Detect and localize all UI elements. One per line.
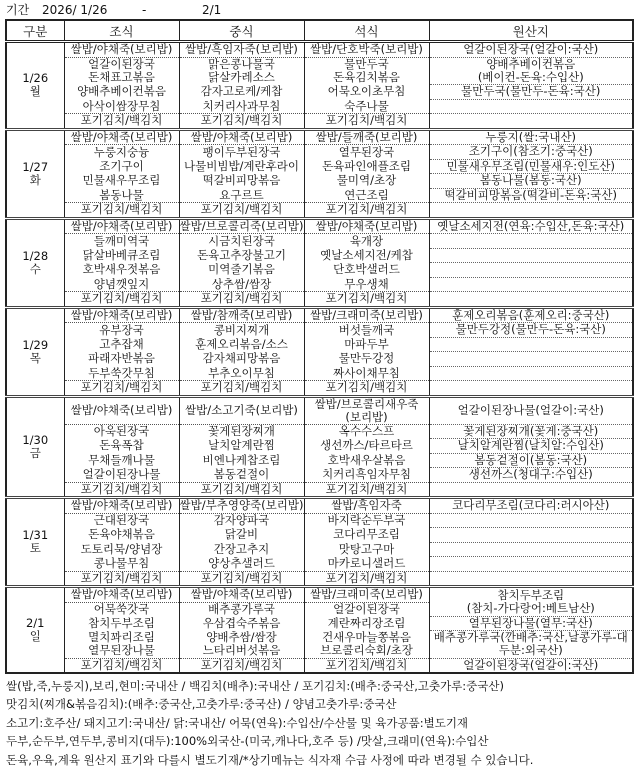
menu-row bbox=[6, 277, 633, 292]
day-weekday: 화 bbox=[29, 172, 41, 187]
dinner-item: 옛날소세지전/케찹 bbox=[304, 248, 429, 263]
lunch-item: 닭갈비 bbox=[179, 528, 304, 543]
day-weekday: 금 bbox=[29, 445, 41, 460]
origin-item bbox=[429, 381, 633, 397]
dinner-item: 쌀밥/크래미죽(보리밥) bbox=[304, 587, 429, 603]
dinner-item: 열무된장국 bbox=[304, 145, 429, 160]
lunch-item: 포기김치/백김치 bbox=[179, 482, 304, 498]
dinner-item: 쌀밥/브로콜리새우죽(보리밥) bbox=[304, 396, 429, 424]
origin-item: 배추콩가루국(깐배추:국산,날콩가루-대 두분:외국산) bbox=[429, 631, 633, 659]
breakfast-item: 누룽지숭늉 bbox=[64, 145, 179, 160]
dinner-item: 포기김치/백김치 bbox=[304, 571, 429, 587]
menu-row bbox=[6, 85, 633, 100]
header-lunch: 중식 bbox=[179, 20, 304, 42]
dinner-item: 단호박샐러드 bbox=[304, 263, 429, 278]
dinner-item: 쌀밥/야채죽(보리밥) bbox=[304, 218, 429, 234]
origin-item: 양배추베이컨볶음 (베이컨-돈육:수입산) bbox=[429, 57, 633, 85]
origin-item bbox=[429, 571, 633, 587]
dinner-item: 건새우마늘쫑볶음 bbox=[304, 631, 429, 645]
header-category: 구분 bbox=[6, 20, 64, 42]
breakfast-item: 도토리묵/양념장 bbox=[64, 542, 179, 557]
day-date: 1/28 bbox=[22, 248, 49, 263]
menu-row bbox=[6, 203, 633, 219]
dinner-item: 물미역/초장 bbox=[304, 174, 429, 189]
lunch-item: 포기김치/백김치 bbox=[179, 292, 304, 308]
note-line: 두부,순두부,연두부,콩비지(대두):100%외국산-(미국,캐나다,호주 등) /맛살,크래미(연육):수입산 bbox=[6, 734, 489, 749]
dinner-item: 숙주나물 bbox=[304, 99, 429, 114]
lunch-item: 포기김치/백김치 bbox=[179, 381, 304, 397]
origin-item bbox=[429, 263, 633, 278]
menu-row bbox=[6, 396, 633, 424]
lunch-item: 감자채피망볶음 bbox=[179, 352, 304, 367]
lunch-item: 포기김치/백김치 bbox=[179, 114, 304, 130]
origin-item bbox=[429, 203, 633, 219]
lunch-item: 감자고로케/케찹 bbox=[179, 85, 304, 100]
menu-row bbox=[6, 571, 633, 587]
period-dash: - bbox=[142, 3, 147, 17]
day-date: 1/29 bbox=[22, 337, 49, 352]
origin-item: 열무된장나물(열무:국산) bbox=[429, 616, 633, 631]
day-label bbox=[6, 587, 64, 674]
dinner-item: 포기김치/백김치 bbox=[304, 203, 429, 219]
lunch-item: 봄동겉절이 bbox=[179, 468, 304, 483]
breakfast-item: 근대된장국 bbox=[64, 513, 179, 528]
origin-item bbox=[429, 337, 633, 352]
breakfast-item: 돈육야채볶음 bbox=[64, 528, 179, 543]
lunch-item: 느타리버섯볶음 bbox=[179, 644, 304, 658]
menu-row bbox=[6, 498, 633, 514]
note-line: 쌀(밥,죽,누룽지),보리,현미:국내산 / 백김치(배추):국내산 / 포기김치:(배추:중국산,고춧가루:중국산) bbox=[6, 679, 504, 693]
menu-row bbox=[6, 453, 633, 468]
dinner-item: 포기김치/백김치 bbox=[304, 292, 429, 308]
menu-row bbox=[6, 542, 633, 557]
dinner-item: 계란짜리장조림 bbox=[304, 616, 429, 631]
breakfast-item: 아욱된장국 bbox=[64, 424, 179, 439]
lunch-item: 쌀밥/야채죽(보리밥) bbox=[179, 587, 304, 603]
origin-item: 코다리무조림(코다리:러시아산) bbox=[429, 498, 633, 514]
lunch-item: 쌀밥/부추영양죽(보리밥) bbox=[179, 498, 304, 513]
lunch-item: 비엔나케찹조림 bbox=[179, 453, 304, 468]
origin-item: 물만두국(물만두-돈육:국산) bbox=[429, 85, 633, 100]
menu-row bbox=[6, 381, 633, 397]
day-label bbox=[6, 498, 64, 587]
dinner-item: 물만두국 bbox=[304, 57, 429, 71]
menu-row bbox=[6, 114, 633, 130]
menu-row bbox=[6, 42, 633, 58]
day-weekday: 월 bbox=[29, 84, 41, 99]
lunch-item: 상추쌈/쌈장 bbox=[179, 277, 304, 292]
dinner-item: 포기김치/백김치 bbox=[304, 658, 429, 673]
origin-item bbox=[429, 513, 633, 528]
breakfast-item: 포기김치/백김치 bbox=[64, 482, 179, 498]
lunch-item: 쌀밥/참깨죽(보리밥) bbox=[179, 307, 304, 323]
origin-item: 민물새우무조림(민물새우:인도산) bbox=[429, 159, 633, 174]
breakfast-item: 아삭이쌈장무침 bbox=[64, 99, 179, 114]
period-end: 2/1 bbox=[202, 3, 222, 17]
breakfast-item: 쌀밥/야채죽(보리밥) bbox=[64, 218, 179, 234]
day-label bbox=[6, 307, 64, 396]
menu-row bbox=[6, 188, 633, 203]
lunch-item: 맑은콩나물국 bbox=[179, 57, 304, 71]
menu-row bbox=[6, 145, 633, 160]
menu-row bbox=[6, 234, 633, 249]
lunch-item: 양상추샐러드 bbox=[179, 557, 304, 572]
origin-item: 봄동겉절이(봄동:국산) bbox=[429, 453, 633, 468]
dinner-item: 맛탕고구마 bbox=[304, 542, 429, 557]
breakfast-item: 고추잡채 bbox=[64, 337, 179, 352]
lunch-item: 쌀밥/소고기죽(보리밥) bbox=[179, 396, 304, 424]
origin-item: 얼갈이된장나물(얼갈이:국산) bbox=[429, 396, 633, 424]
day-weekday: 목 bbox=[29, 350, 41, 365]
day-date: 2/1 bbox=[25, 616, 45, 630]
breakfast-item: 포기김치/백김치 bbox=[64, 571, 179, 587]
origin-item bbox=[429, 234, 633, 249]
menu-row bbox=[6, 99, 633, 114]
dinner-item: 포기김치/백김치 bbox=[304, 114, 429, 130]
origin-item bbox=[429, 248, 633, 263]
day-label bbox=[6, 218, 64, 307]
menu-row bbox=[6, 528, 633, 543]
menu-row bbox=[6, 352, 633, 367]
breakfast-item: 양배추베이컨볶음 bbox=[64, 85, 179, 100]
origin-item: 얼갈이된장국(얼갈이:국산) bbox=[429, 658, 633, 673]
menu-row bbox=[6, 292, 633, 308]
lunch-item: 팽이두부된장국 bbox=[179, 145, 304, 160]
period bbox=[5, 2, 632, 19]
breakfast-item: 두부쑥갓무침 bbox=[64, 366, 179, 381]
lunch-item: 나물비빔밥/계란후라이 bbox=[179, 159, 304, 174]
origin-item: 생선까스(청대구:수입산) bbox=[429, 468, 633, 483]
origin-item: 날치알계란찜(날치알:수입산) bbox=[429, 439, 633, 454]
breakfast-item: 포기김치/백김치 bbox=[64, 658, 179, 673]
breakfast-item: 포기김치/백김치 bbox=[64, 203, 179, 219]
breakfast-item: 포기김치/백김치 bbox=[64, 292, 179, 308]
breakfast-item: 돈육폭찹 bbox=[64, 439, 179, 454]
dinner-item: 돈육김치볶음 bbox=[304, 71, 429, 85]
menu-row bbox=[6, 263, 633, 278]
dinner-item: 호박새우살볶음 bbox=[304, 453, 429, 468]
period-start: 2026/ 1/26 bbox=[42, 3, 108, 17]
lunch-item: 콩비지찌개 bbox=[179, 323, 304, 338]
origin-item bbox=[429, 99, 633, 114]
origin-item bbox=[429, 292, 633, 308]
lunch-item: 쌀밥/브로콜리죽(보리밥) bbox=[179, 218, 304, 233]
menu-row bbox=[6, 513, 633, 528]
lunch-item: 포기김치/백김치 bbox=[179, 571, 304, 587]
menu-row bbox=[6, 468, 633, 483]
header-breakfast: 조식 bbox=[64, 20, 179, 42]
menu-row bbox=[6, 482, 633, 498]
lunch-item: 포기김치/백김치 bbox=[179, 203, 304, 219]
origin-item bbox=[429, 542, 633, 557]
day-date: 1/27 bbox=[22, 159, 49, 174]
lunch-item: 시금치된장국 bbox=[179, 234, 304, 249]
breakfast-item: 쌀밥/야채죽(보리밥) bbox=[64, 587, 179, 603]
meal-menu-table bbox=[5, 19, 634, 674]
breakfast-item: 참치두부조림 bbox=[64, 616, 179, 631]
dinner-item: 치커리흑임자무침 bbox=[304, 468, 429, 483]
dinner-item: 바지락순두부국 bbox=[304, 513, 429, 528]
menu-row bbox=[6, 323, 633, 338]
dinner-item: 육개장 bbox=[304, 234, 429, 249]
dinner-item: 마카로니샐러드 bbox=[304, 557, 429, 572]
origin-item: 훈제오리볶음(훈제오리:중국산) bbox=[429, 307, 633, 323]
breakfast-item: 닭살바베큐조림 bbox=[64, 248, 179, 263]
menu-row bbox=[6, 57, 633, 71]
day-weekday: 일 bbox=[29, 629, 41, 643]
breakfast-item: 들깨미역국 bbox=[64, 234, 179, 249]
breakfast-item: 콩나물무침 bbox=[64, 557, 179, 572]
lunch-item: 양배추쌈/쌈장 bbox=[179, 631, 304, 645]
dinner-item: 마파두부 bbox=[304, 337, 429, 352]
breakfast-item: 열무된장나물 bbox=[64, 644, 179, 658]
origin-item bbox=[429, 557, 633, 572]
breakfast-item: 쌀밥/야채죽(보리밥) bbox=[64, 129, 179, 145]
dinner-item: 쌀밥/단호박죽(보리밥) bbox=[304, 42, 429, 58]
dinner-item: 얼갈이된장국 bbox=[304, 602, 429, 616]
lunch-item: 감자양파국 bbox=[179, 513, 304, 528]
dinner-item: 쌀밥/크래미죽(보리밥) bbox=[304, 307, 429, 323]
breakfast-item: 멸치꽈리조림 bbox=[64, 631, 179, 645]
origin-item: 조기구이(참조기:중국산) bbox=[429, 145, 633, 160]
lunch-item: 요구르트 bbox=[179, 188, 304, 203]
origin-item: 떡갈비피망볶음(떡갈비-돈육:국산) bbox=[429, 188, 633, 203]
period-label: 기간 bbox=[6, 3, 30, 17]
dinner-item: 쌀밥/흑임자죽 bbox=[304, 498, 429, 514]
dinner-item: 코다리무조림 bbox=[304, 528, 429, 543]
note-line: 맛김치(찌개&볶음김치):(배추:중국산,고춧가루:중국산) / 양념고춧가루:중국산 bbox=[6, 697, 397, 712]
dinner-item: 짜사이채무침 bbox=[304, 366, 429, 381]
lunch-item: 치커리사과무침 bbox=[179, 99, 304, 114]
dinner-item: 포기김치/백김치 bbox=[304, 381, 429, 397]
breakfast-item: 쌀밥/야채죽(보리밥) bbox=[64, 396, 179, 424]
dinner-item: 어묵오이초무침 bbox=[304, 85, 429, 100]
dinner-item: 돈육파인애플조림 bbox=[304, 159, 429, 174]
breakfast-item: 돈채표고볶음 bbox=[64, 71, 179, 85]
breakfast-item: 쌀밥/야채죽(보리밥) bbox=[64, 307, 179, 323]
menu-row bbox=[6, 658, 633, 673]
day-label bbox=[6, 42, 64, 130]
menu-row bbox=[6, 159, 633, 174]
origin-item: 물만두강정(물만두-돈육:국산) bbox=[429, 323, 633, 338]
lunch-item: 돈육고추장불고기 bbox=[179, 248, 304, 263]
origin-item: 꽃게된장찌개(꽃게:중국산) bbox=[429, 424, 633, 439]
menu-row bbox=[6, 424, 633, 439]
menu-row bbox=[6, 307, 633, 323]
origin-item: 누룽지(쌀:국내산) bbox=[429, 129, 633, 145]
dinner-item: 브로콜리숙회/초장 bbox=[304, 644, 429, 658]
breakfast-item: 무채들깨나물 bbox=[64, 453, 179, 468]
origin-item bbox=[429, 114, 633, 130]
breakfast-item: 양념깻잎지 bbox=[64, 277, 179, 292]
breakfast-item: 얼갈이된장국 bbox=[64, 57, 179, 71]
lunch-item: 떡갈비피망볶음 bbox=[179, 174, 304, 189]
origin-item: 얼갈이된장국(얼갈이:국산) bbox=[429, 42, 633, 58]
day-date: 1/31 bbox=[22, 528, 49, 542]
menu-row bbox=[6, 366, 633, 381]
origin-item bbox=[429, 366, 633, 381]
lunch-item: 포기김치/백김치 bbox=[179, 658, 304, 673]
menu-row bbox=[6, 337, 633, 352]
lunch-item: 쌀밥/흑임자죽(보리밥) bbox=[179, 42, 304, 58]
origin-item bbox=[429, 482, 633, 498]
dinner-item: 물만두강정 bbox=[304, 352, 429, 367]
day-label bbox=[6, 129, 64, 218]
origin-item: 옛날소세지전(연육:수입산,돈육:국산) bbox=[429, 218, 633, 234]
breakfast-item: 쌀밥/야채죽(보리밥) bbox=[64, 498, 179, 514]
lunch-item: 쌀밥/야채죽(보리밥) bbox=[179, 129, 304, 145]
header-row bbox=[6, 20, 633, 42]
header-dinner: 석식 bbox=[304, 20, 429, 42]
menu-row bbox=[6, 557, 633, 572]
breakfast-item: 유부장국 bbox=[64, 323, 179, 338]
dinner-item: 옥수수스프 bbox=[304, 424, 429, 439]
breakfast-item: 민물새우무조림 bbox=[64, 174, 179, 189]
breakfast-item: 포기김치/백김치 bbox=[64, 381, 179, 397]
dinner-item: 연근조림 bbox=[304, 188, 429, 203]
origin-item: 참치두부조림 (참치-가다랑어:베트남산) bbox=[429, 587, 633, 617]
lunch-item: 훈제오리볶음/소스 bbox=[179, 337, 304, 352]
breakfast-item: 조기구이 bbox=[64, 159, 179, 174]
lunch-item: 꽃게된장찌개 bbox=[179, 424, 304, 439]
dinner-item: 쌀밥/들깨죽(보리밥) bbox=[304, 129, 429, 145]
menu-row bbox=[6, 248, 633, 263]
dinner-item: 버섯들깨국 bbox=[304, 323, 429, 338]
breakfast-item: 쌀밥/야채죽(보리밥) bbox=[64, 42, 179, 58]
origin-item bbox=[429, 277, 633, 292]
breakfast-item: 어묵쑥갓국 bbox=[64, 602, 179, 616]
lunch-item: 미역줄기볶음 bbox=[179, 263, 304, 278]
day-label bbox=[6, 396, 64, 498]
lunch-item: 간장고추지 bbox=[179, 542, 304, 557]
origin-notes bbox=[5, 677, 632, 769]
note-line: 돈육,우육,계육 원산지 표기와 다를시 별도기재/*상기메뉴는 식자재 수급 사정에 따라 변경될 수 있습니다. bbox=[6, 752, 534, 767]
lunch-item: 날치알계란찜 bbox=[179, 439, 304, 454]
breakfast-item: 포기김치/백김치 bbox=[64, 114, 179, 130]
header-origin: 원산지 bbox=[429, 20, 633, 42]
breakfast-item: 호박새우젓볶음 bbox=[64, 263, 179, 278]
menu-row bbox=[6, 587, 633, 603]
dinner-item: 생선까스/타르타르 bbox=[304, 439, 429, 454]
menu-row bbox=[6, 439, 633, 454]
menu-row bbox=[6, 631, 633, 645]
day-date: 1/30 bbox=[22, 432, 49, 447]
menu-row bbox=[6, 129, 633, 145]
lunch-item: 부추오이무침 bbox=[179, 366, 304, 381]
breakfast-item: 봄동나물 bbox=[64, 188, 179, 203]
breakfast-item: 얼갈이된장나물 bbox=[64, 468, 179, 483]
menu-row bbox=[6, 174, 633, 189]
dinner-item: 무우생채 bbox=[304, 277, 429, 292]
lunch-item: 우삼겹숙주볶음 bbox=[179, 616, 304, 631]
breakfast-item: 파래자반볶음 bbox=[64, 352, 179, 367]
origin-item bbox=[429, 352, 633, 367]
day-weekday: 수 bbox=[29, 261, 41, 276]
dinner-item: 포기김치/백김치 bbox=[304, 482, 429, 498]
origin-item: 봄동나물(봄동:국산) bbox=[429, 174, 633, 189]
day-weekday: 토 bbox=[29, 541, 41, 555]
note-line: 소고기:호주산/ 돼지고기:국내산/ 닭:국내산/ 어묵(연육):수입산/수산물 및 육가공품:별도기재 bbox=[6, 715, 469, 730]
origin-item bbox=[429, 528, 633, 543]
lunch-item: 닭살카레소스 bbox=[179, 71, 304, 85]
lunch-item: 배추콩가루국 bbox=[179, 602, 304, 616]
menu-row bbox=[6, 218, 633, 234]
menu-row bbox=[6, 616, 633, 631]
day-date: 1/26 bbox=[22, 71, 49, 86]
